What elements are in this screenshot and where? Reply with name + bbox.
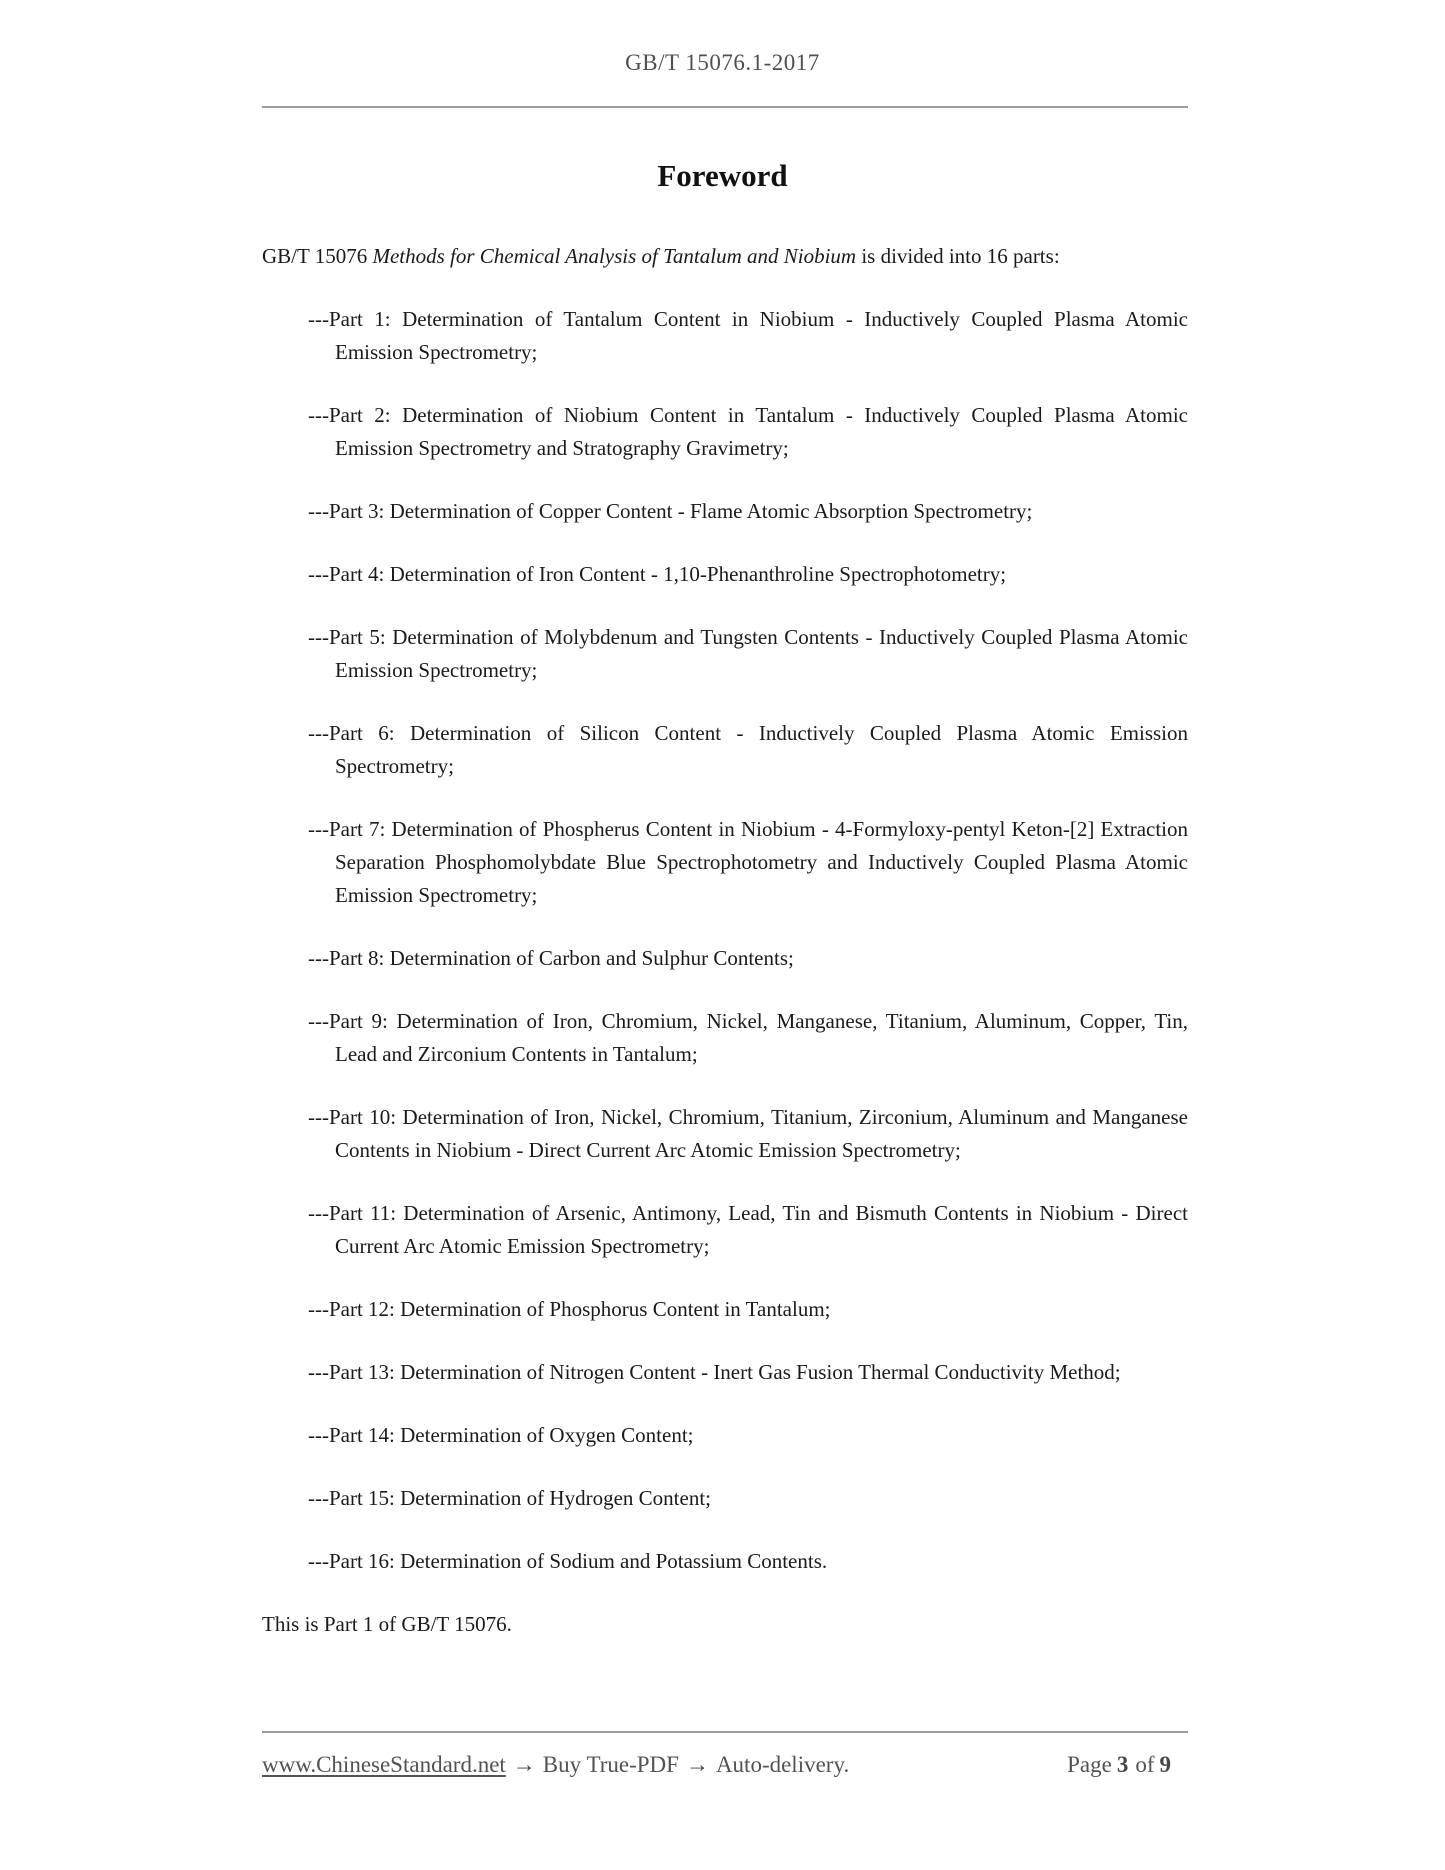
part-item: ---Part 16: Determination of Sodium and Potassium Contents. <box>308 1549 828 1573</box>
page-title: Foreword <box>657 158 788 193</box>
page-current: 3 <box>1116 1752 1129 1777</box>
page-of-label: of <box>1135 1752 1155 1777</box>
doc-number-header: GB/T 15076.1-2017 <box>625 50 820 75</box>
intro-paragraph <box>262 240 1188 273</box>
part-item: ---Part 14: Determination of Oxygen Content; <box>308 1423 694 1447</box>
part-item: ---Part 10: Determination of Iron, Nickel, Chromium, Titanium, Zirconium, Aluminum and Manganese Contents in Niobium - Direct Current Arc Atomic Emission Spectrometry; <box>308 1105 1188 1162</box>
footer-left <box>262 1748 849 1781</box>
part-item: ---Part 6: Determination of Silicon Content - Inductively Coupled Plasma Atomic Emission Spectrometry; <box>308 721 1188 778</box>
footer-divider <box>262 1731 1188 1733</box>
part-item: ---Part 8: Determination of Carbon and Sulphur Contents; <box>308 946 794 970</box>
part-item: ---Part 2: Determination of Niobium Content in Tantalum - Inductively Coupled Plasma Atomic Emission Spectrometry and Stratography Gravimetry; <box>308 403 1188 460</box>
website-link[interactable]: www.ChineseStandard.net <box>262 1752 506 1777</box>
part-item: ---Part 12: Determination of Phosphorus Content in Tantalum; <box>308 1297 831 1321</box>
part-item: ---Part 7: Determination of Phospherus Content in Niobium - 4-Formyloxy-pentyl Keton-[2] Extraction Separation Phosphomolybdate Blue Spectrophotometry and Inductively Coupled Plasma Atomic Emission Spectrometry; <box>308 817 1188 907</box>
arrow-icon: → <box>685 1752 709 1777</box>
page-total: 9 <box>1159 1752 1171 1777</box>
page-label: Page <box>1067 1752 1112 1777</box>
part-item: ---Part 4: Determination of Iron Content - 1,10-Phenanthroline Spectrophotometry; <box>308 562 1007 586</box>
document-body <box>262 240 1188 1671</box>
part-item: ---Part 13: Determination of Nitrogen Content - Inert Gas Fusion Thermal Conductivity Method; <box>308 1360 1121 1384</box>
part-item: ---Part 15: Determination of Hydrogen Content; <box>308 1486 711 1510</box>
part-item: ---Part 3: Determination of Copper Content - Flame Atomic Absorption Spectrometry; <box>308 499 1033 523</box>
arrow-icon: → <box>512 1752 536 1777</box>
page-footer <box>262 1748 1188 1781</box>
header-divider <box>262 106 1188 108</box>
part-item: ---Part 9: Determination of Iron, Chromium, Nickel, Manganese, Titanium, Aluminum, Copper, Tin, Lead and Zirconium Contents in Tantalum; <box>308 1009 1188 1066</box>
standard-title-italic: Methods for Chemical Analysis of Tantalum and Niobium <box>372 244 857 268</box>
part-item: ---Part 1: Determination of Tantalum Content in Niobium - Inductively Coupled Plasma Atomic Emission Spectrometry; <box>308 307 1188 364</box>
intro-suffix: is divided into 16 parts: <box>856 244 1060 268</box>
parts-list <box>262 303 1188 1578</box>
closing-paragraph: This is Part 1 of GB/T 15076. <box>262 1612 512 1636</box>
intro-prefix: GB/T 15076 <box>262 244 373 268</box>
page-indicator <box>1067 1748 1188 1781</box>
part-item: ---Part 11: Determination of Arsenic, Antimony, Lead, Tin and Bismuth Contents in Niobium - Direct Current Arc Atomic Emission Spectrometry; <box>308 1201 1188 1258</box>
part-item: ---Part 5: Determination of Molybdenum and Tungsten Contents - Inductively Coupled Plasma Atomic Emission Spectrometry; <box>308 625 1188 682</box>
buy-pdf-label: Buy True-PDF <box>542 1752 679 1777</box>
auto-delivery-label: Auto-delivery. <box>715 1752 850 1777</box>
